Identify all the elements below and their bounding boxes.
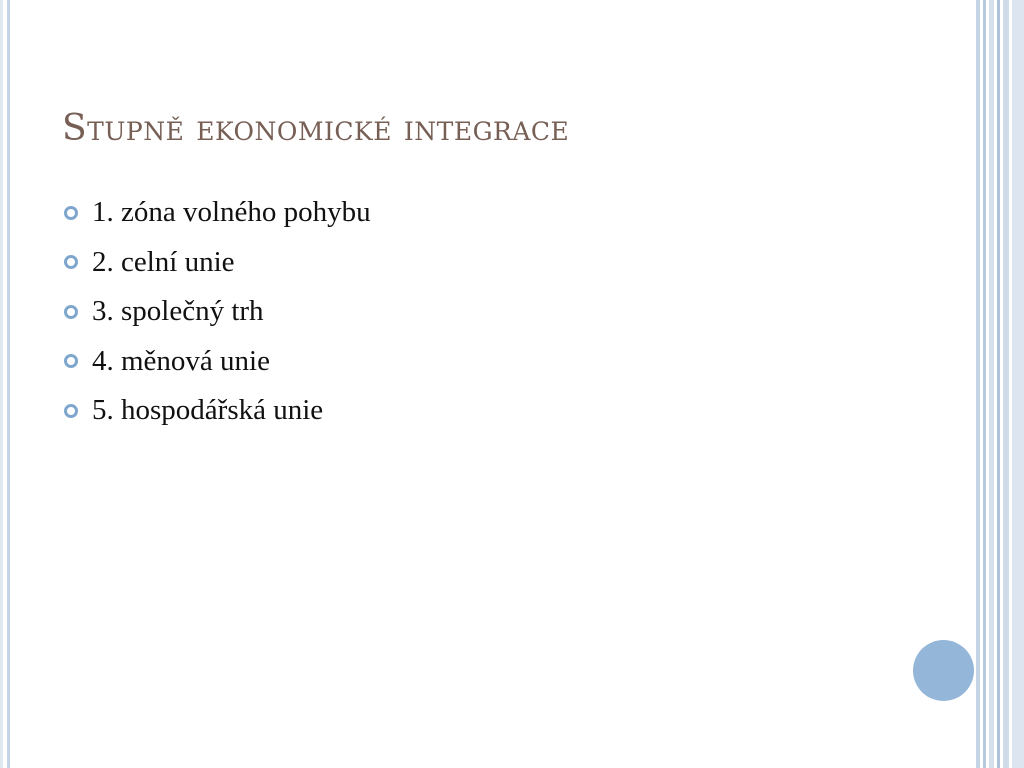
ring-bullet-icon xyxy=(64,404,78,418)
ring-bullet-icon xyxy=(64,255,78,269)
ring-bullet-icon xyxy=(64,206,78,220)
ring-bullet-icon xyxy=(64,305,78,319)
bullet-text: 3. společný trh xyxy=(92,295,264,328)
right-border-stripe xyxy=(983,0,986,768)
bullet-item xyxy=(64,386,371,436)
decorative-circle xyxy=(913,640,974,701)
right-border-stripe xyxy=(1012,0,1024,768)
left-border-stripe xyxy=(0,0,3,768)
ring-bullet-icon xyxy=(64,354,78,368)
bullet-text: 4. měnová unie xyxy=(92,344,270,377)
bullet-item xyxy=(64,188,371,238)
right-border-stripe xyxy=(997,0,1000,768)
bullet-text: 5. hospodářská unie xyxy=(92,394,324,427)
bullet-item xyxy=(64,238,371,288)
right-border-stripe xyxy=(976,0,980,768)
bullet-list xyxy=(64,188,371,436)
bullet-item xyxy=(64,287,371,337)
left-border-stripe xyxy=(7,0,10,768)
bullet-text: 1. zóna volného pohybu xyxy=(92,196,371,229)
slide-title: Stupně ekonomické integrace xyxy=(62,108,570,149)
bullet-item xyxy=(64,337,371,387)
bullet-text: 2. celní unie xyxy=(92,245,235,278)
right-border-stripe xyxy=(989,0,994,768)
right-border-stripe xyxy=(1003,0,1009,768)
